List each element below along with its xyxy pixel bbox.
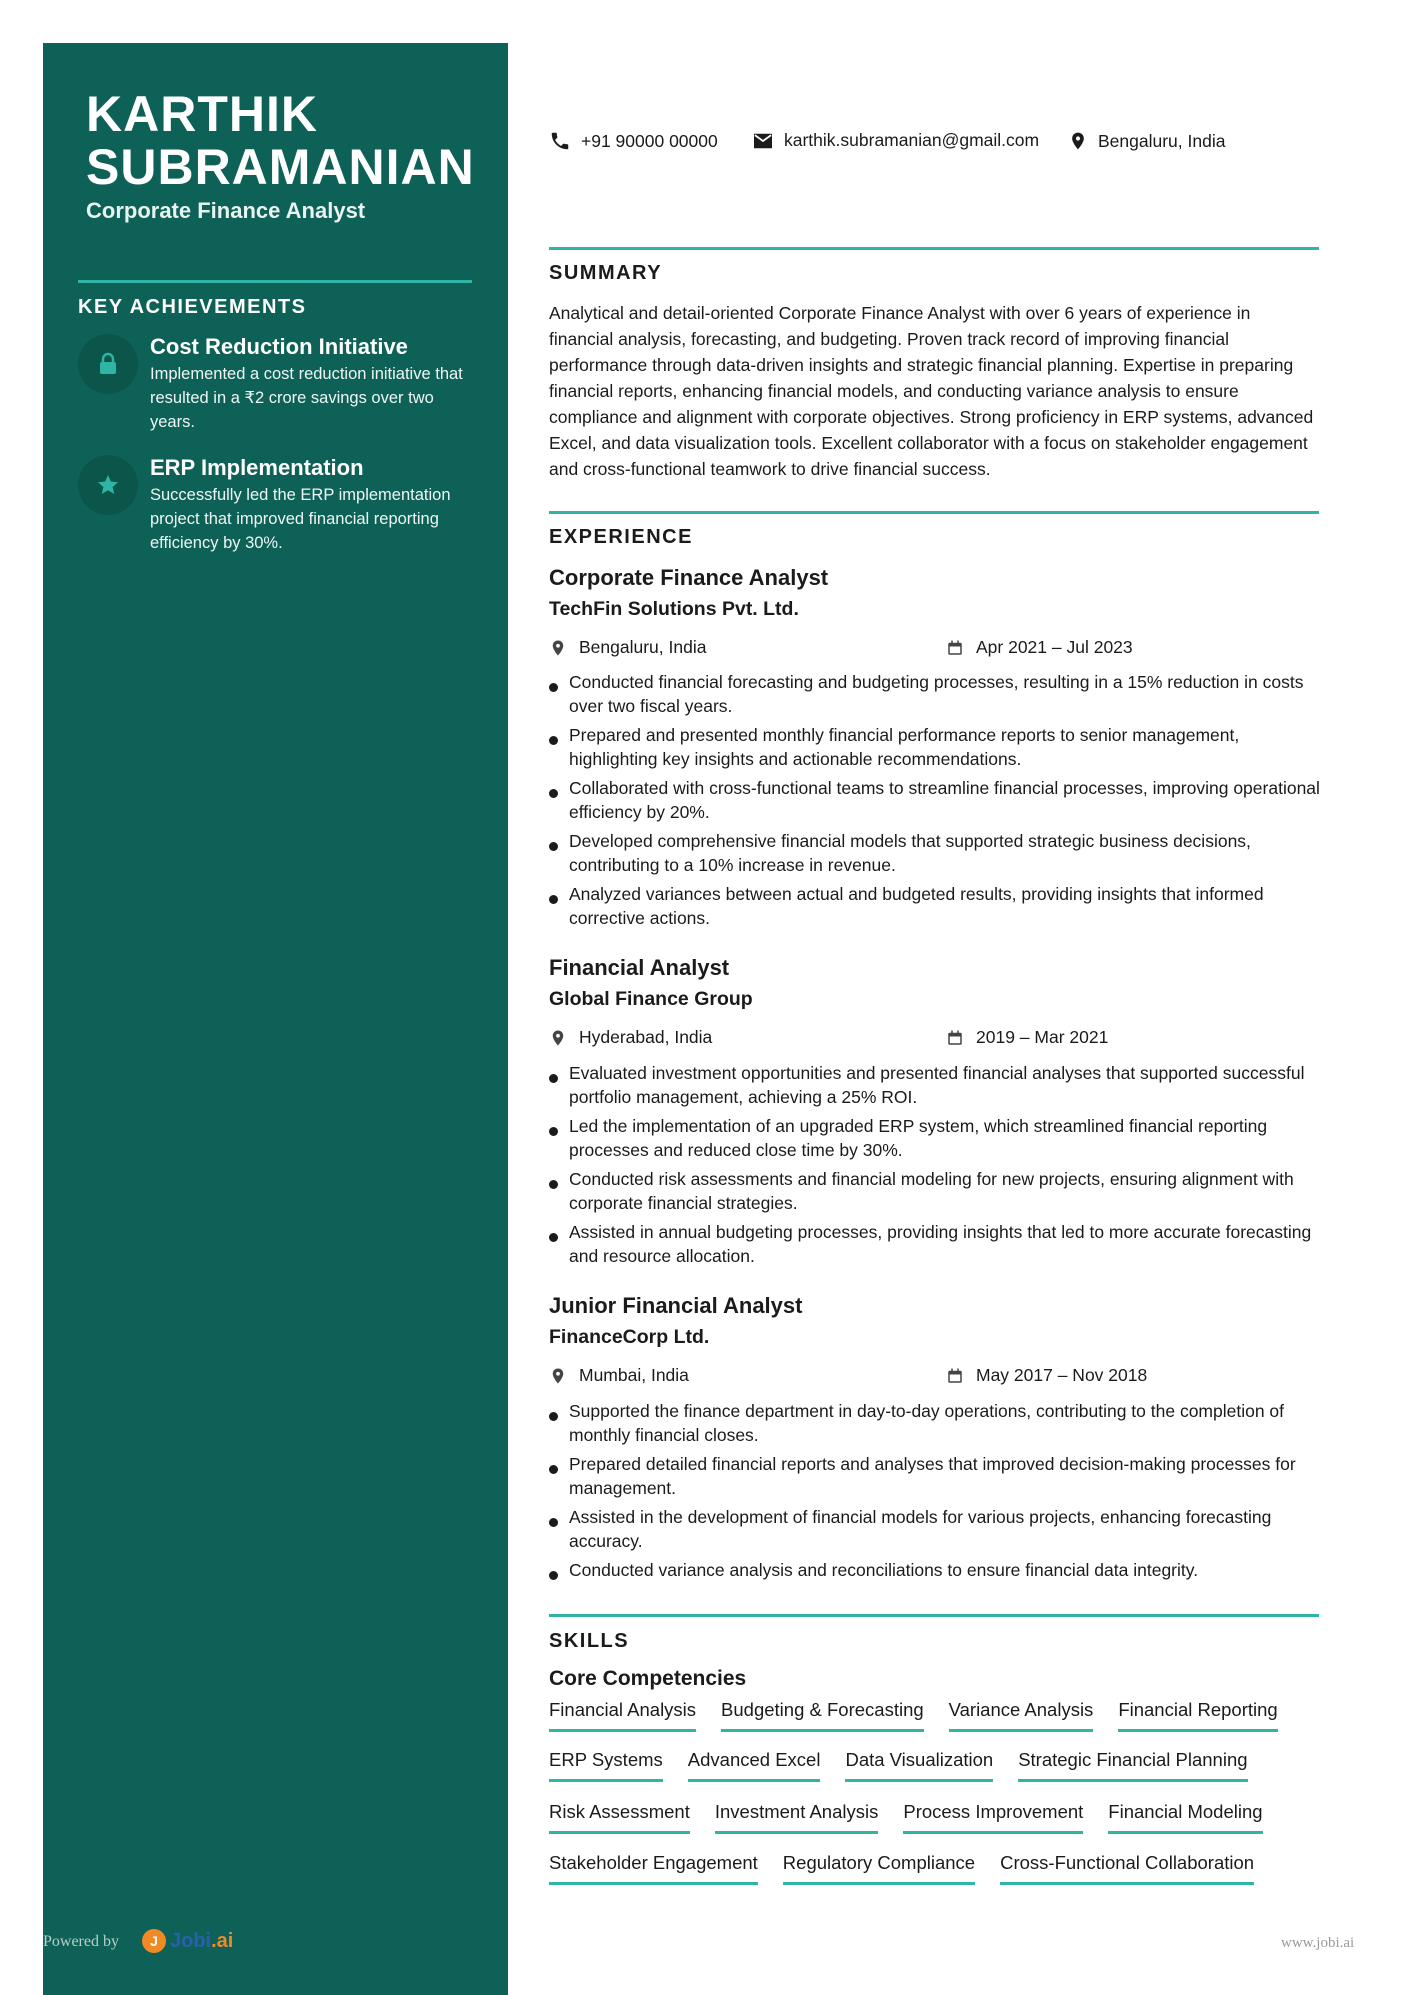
job-position: Corporate Finance Analyst	[549, 565, 829, 590]
list-item: Assisted in the development of financial models for various projects, enhancing forecasting accuracy.	[549, 1505, 1324, 1553]
brand-suffix: .ai	[211, 1929, 234, 1952]
skill-tag: Budgeting & Forecasting	[721, 1698, 924, 1732]
job-dates-text: Apr 2021 – Jul 2023	[976, 637, 1133, 657]
divider	[549, 247, 1319, 250]
achievement-title: ERP Implementation	[150, 455, 364, 480]
skill-tag: Advanced Excel	[688, 1748, 821, 1782]
calendar-icon	[946, 639, 964, 657]
job-position: Financial Analyst	[549, 955, 730, 980]
job-bullets	[549, 1061, 1324, 1273]
skill-tag: Risk Assessment	[549, 1800, 690, 1834]
star-icon	[78, 455, 138, 515]
skill-tag: Investment Analysis	[715, 1800, 879, 1834]
divider	[78, 280, 472, 283]
job-bullets	[549, 1399, 1324, 1587]
contact-location	[1068, 130, 1225, 152]
list-item: Assisted in annual budgeting processes, providing insights that led to more accurate forecasting and resource allocation.	[549, 1220, 1324, 1268]
location-pin-icon	[549, 1366, 567, 1386]
job-location	[549, 1365, 689, 1386]
summary-text: Analytical and detail-oriented Corporate Finance Analyst with over 6 years of experience in financial analysis, forecasting, and budgeting. Proven track record of improving financial performance through data-driven insights and strategic financial planning. Expertise in preparing financial reports, enhancing financial models, and conducting variance analysis to ensure compliance and alignment with corporate objectives. Strong proficiency in ERP systems, advanced Excel, and data visualization tools. Excellent collaborator with a focus on stakeholder engagement and cross-functional teamwork to drive financial success.	[549, 303, 1314, 479]
list-item: Evaluated investment opportunities and presented financial analyses that supported successful portfolio management, achieving a 25% ROI.	[549, 1061, 1324, 1109]
envelope-icon	[752, 132, 774, 150]
key-achievements-heading: KEY ACHIEVEMENTS	[78, 296, 307, 318]
list-item: Conducted risk assessments and financial modeling for new projects, ensuring alignment with corporate financial strategies.	[549, 1167, 1324, 1215]
list-item: Supported the finance department in day-to-day operations, contributing to the completion of monthly financial closes.	[549, 1399, 1324, 1447]
job-location-text: Mumbai, India	[579, 1365, 689, 1385]
phone-icon	[549, 130, 571, 152]
list-item: Conducted variance analysis and reconciliations to ensure financial data integrity.	[549, 1558, 1324, 1582]
sidebar	[43, 43, 508, 1995]
job-location-text: Bengaluru, India	[579, 637, 707, 657]
location-pin-icon	[1068, 130, 1088, 152]
phone-text: +91 90000 00000	[581, 130, 718, 151]
divider	[549, 511, 1319, 514]
skill-row	[549, 1748, 1248, 1782]
list-item: Prepared and presented monthly financial performance reports to senior management, highlighting key insights and actionable recommendations.	[549, 723, 1324, 771]
contact-phone[interactable]	[549, 130, 718, 152]
list-item: Analyzed variances between actual and budgeted results, providing insights that informed corrective actions.	[549, 882, 1324, 930]
job-title: Corporate Finance Analyst	[86, 198, 366, 223]
list-item: Conducted financial forecasting and budgeting processes, resulting in a 15% reduction in costs over two fiscal years.	[549, 670, 1324, 718]
skills-heading: SKILLS	[549, 1630, 630, 1652]
skill-tag: Financial Reporting	[1118, 1698, 1277, 1732]
divider	[549, 1614, 1319, 1617]
skill-tag: Financial Analysis	[549, 1698, 696, 1732]
skill-tag: Regulatory Compliance	[783, 1851, 975, 1885]
email-text: karthik.subramanian@gmail.com	[784, 130, 1040, 150]
site-url[interactable]: www.jobi.ai	[1281, 1935, 1355, 1951]
job-dates-text: May 2017 – Nov 2018	[976, 1365, 1148, 1385]
list-item: Collaborated with cross-functional teams to streamline financial processes, improving operational efficiency by 20%.	[549, 776, 1324, 824]
job-dates	[946, 637, 1133, 658]
jobi-logo-text	[170, 1930, 233, 1953]
achievement-description: Successfully led the ERP implementation project that improved financial reporting efficiency by 30%.	[150, 486, 451, 552]
list-item: Led the implementation of an upgraded ERP system, which streamlined financial reporting processes and reduced close time by 30%.	[549, 1114, 1324, 1162]
skill-tag: Financial Modeling	[1108, 1800, 1262, 1834]
brand-name: Jobi	[170, 1929, 212, 1952]
candidate-name: KARTHIK SUBRAMANIAN	[86, 86, 475, 195]
skill-tag: Strategic Financial Planning	[1018, 1748, 1247, 1782]
skills-subheading: Core Competencies	[549, 1667, 747, 1690]
jobi-logo-mark: J	[142, 1929, 166, 1953]
experience-heading: EXPERIENCE	[549, 526, 693, 548]
powered-by-label: Powered by	[43, 1933, 119, 1950]
calendar-icon	[946, 1029, 964, 1047]
job-location	[549, 637, 706, 658]
job-location	[549, 1027, 712, 1048]
skill-tag: ERP Systems	[549, 1748, 663, 1782]
skill-row	[549, 1800, 1263, 1834]
job-dates-text: 2019 – Mar 2021	[976, 1027, 1109, 1047]
skill-tag: Variance Analysis	[949, 1698, 1094, 1732]
job-company: FinanceCorp Ltd.	[549, 1326, 710, 1348]
location-pin-icon	[549, 1028, 567, 1048]
job-company: TechFin Solutions Pvt. Ltd.	[549, 598, 799, 620]
skill-tag: Data Visualization	[845, 1748, 993, 1782]
list-item: Developed comprehensive financial models that supported strategic business decisions, contributing to a 10% increase in revenue.	[549, 829, 1324, 877]
job-company: Global Finance Group	[549, 988, 753, 1010]
job-bullets	[549, 670, 1324, 935]
job-dates	[946, 1365, 1147, 1386]
achievement-description: Implemented a cost reduction initiative that resulted in a ₹2 crore savings over two years.	[150, 365, 463, 431]
location-text: Bengaluru, India	[1098, 130, 1226, 151]
list-item: Prepared detailed financial reports and analyses that improved decision-making processes for management.	[549, 1452, 1324, 1500]
skill-tag: Process Improvement	[903, 1800, 1083, 1834]
calendar-icon	[946, 1367, 964, 1385]
job-position: Junior Financial Analyst	[549, 1293, 803, 1318]
skill-tag: Cross-Functional Collaboration	[1000, 1851, 1254, 1885]
contact-email[interactable]	[752, 130, 1039, 151]
location-pin-icon	[549, 638, 567, 658]
skill-tag: Stakeholder Engagement	[549, 1851, 758, 1885]
jobi-logo[interactable]	[142, 1929, 233, 1953]
job-location-text: Hyderabad, India	[579, 1027, 713, 1047]
lock-icon	[78, 334, 138, 394]
skill-row	[549, 1851, 1254, 1885]
skill-row	[549, 1698, 1278, 1732]
summary-heading: SUMMARY	[549, 262, 663, 284]
job-dates	[946, 1027, 1108, 1048]
achievement-title: Cost Reduction Initiative	[150, 334, 408, 359]
